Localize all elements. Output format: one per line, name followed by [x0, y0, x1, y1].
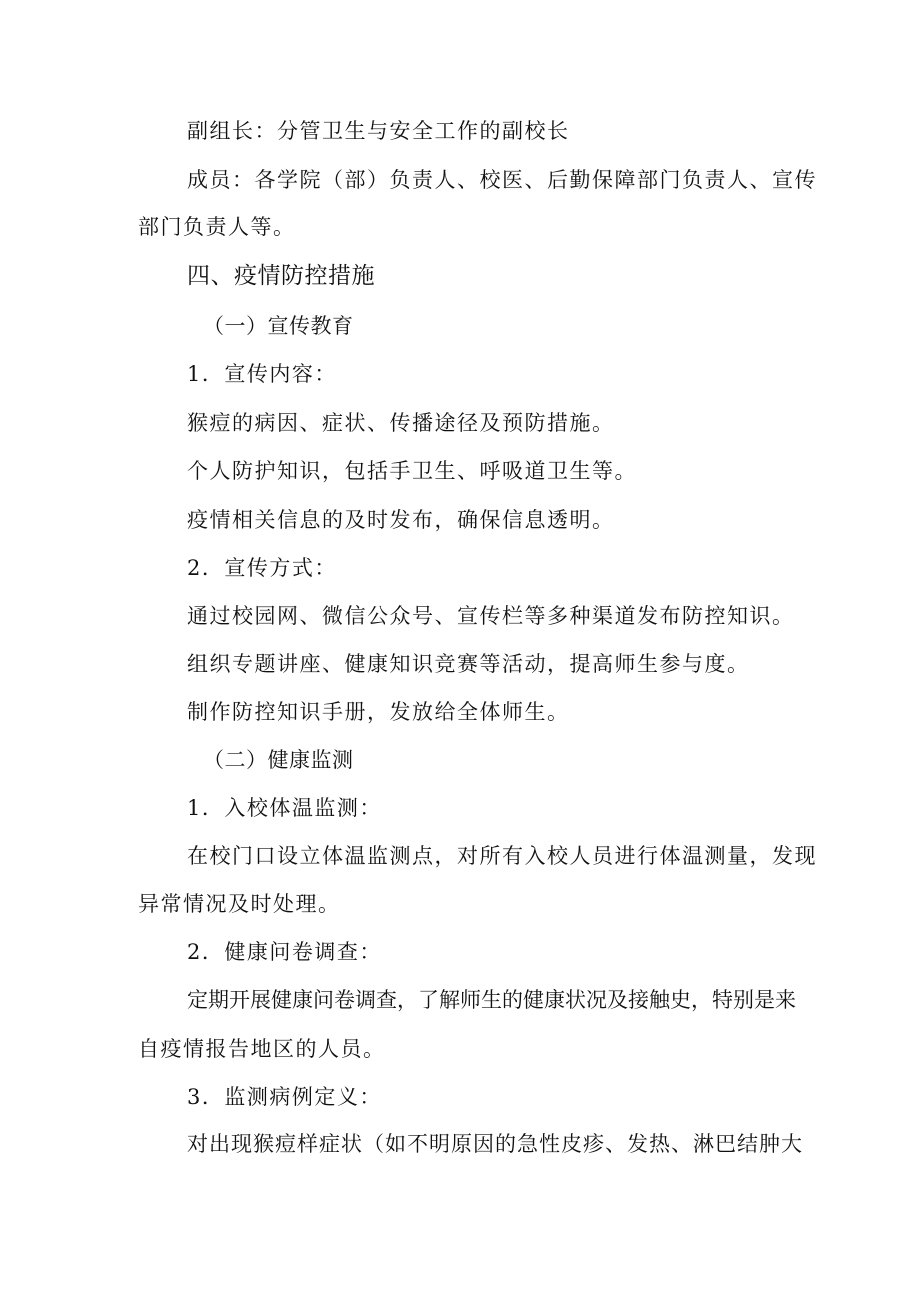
- section-title: 四、疫情防控措施: [187, 263, 375, 289]
- item-title-methods: 2．宣传方式：: [187, 556, 337, 580]
- item-title-temperature: 1．入校体温监测：: [187, 796, 382, 820]
- item-title-case-definition: 3．监测病例定义：: [187, 1085, 382, 1109]
- content-line-3: 疫情相关信息的及时发布，确保信息透明。: [187, 508, 615, 532]
- subsection-title-publicity: （一）宣传教育: [203, 314, 354, 338]
- content-line-2: 个人防护知识，包括手卫生、呼吸道卫生等。: [187, 459, 637, 483]
- questionnaire-line-2: 自疫情报告地区的人员。: [138, 1037, 386, 1061]
- content-line-1: 猴痘的病因、症状、传播途径及预防措施。: [187, 411, 615, 435]
- case-definition-line-1: 对出现猴痘样症状（如不明原因的急性皮疹、发热、淋巴结肿大: [187, 1132, 803, 1156]
- vice-leader-line: 副组长：分管卫生与安全工作的副校长: [187, 119, 570, 143]
- temperature-line-2: 异常情况及时处理。: [138, 892, 341, 916]
- subsection-title-monitoring: （二）健康监测: [203, 748, 354, 772]
- methods-line-3: 制作防控知识手册，发放给全体师生。: [187, 700, 570, 724]
- item-title-content: 1．宣传内容：: [187, 362, 337, 386]
- questionnaire-line-1: 定期开展健康问卷调查，了解师生的健康状况及接触史，特别是来: [187, 988, 796, 1012]
- methods-line-1: 通过校园网、微信公众号、宣传栏等多种渠道发布防控知识。: [187, 604, 795, 628]
- members-line-2: 部门负责人等。: [138, 215, 296, 239]
- methods-line-2: 组织专题讲座、健康知识竞赛等活动，提高师生参与度。: [187, 652, 750, 676]
- temperature-line-1: 在校门口设立体温监测点，对所有入校人员进行体温测量，发现: [187, 844, 817, 868]
- item-title-questionnaire: 2．健康问卷调查：: [187, 940, 382, 964]
- members-line-1: 成员：各学院（部）负责人、校医、后勤保障部门负责人、宣传: [187, 168, 817, 192]
